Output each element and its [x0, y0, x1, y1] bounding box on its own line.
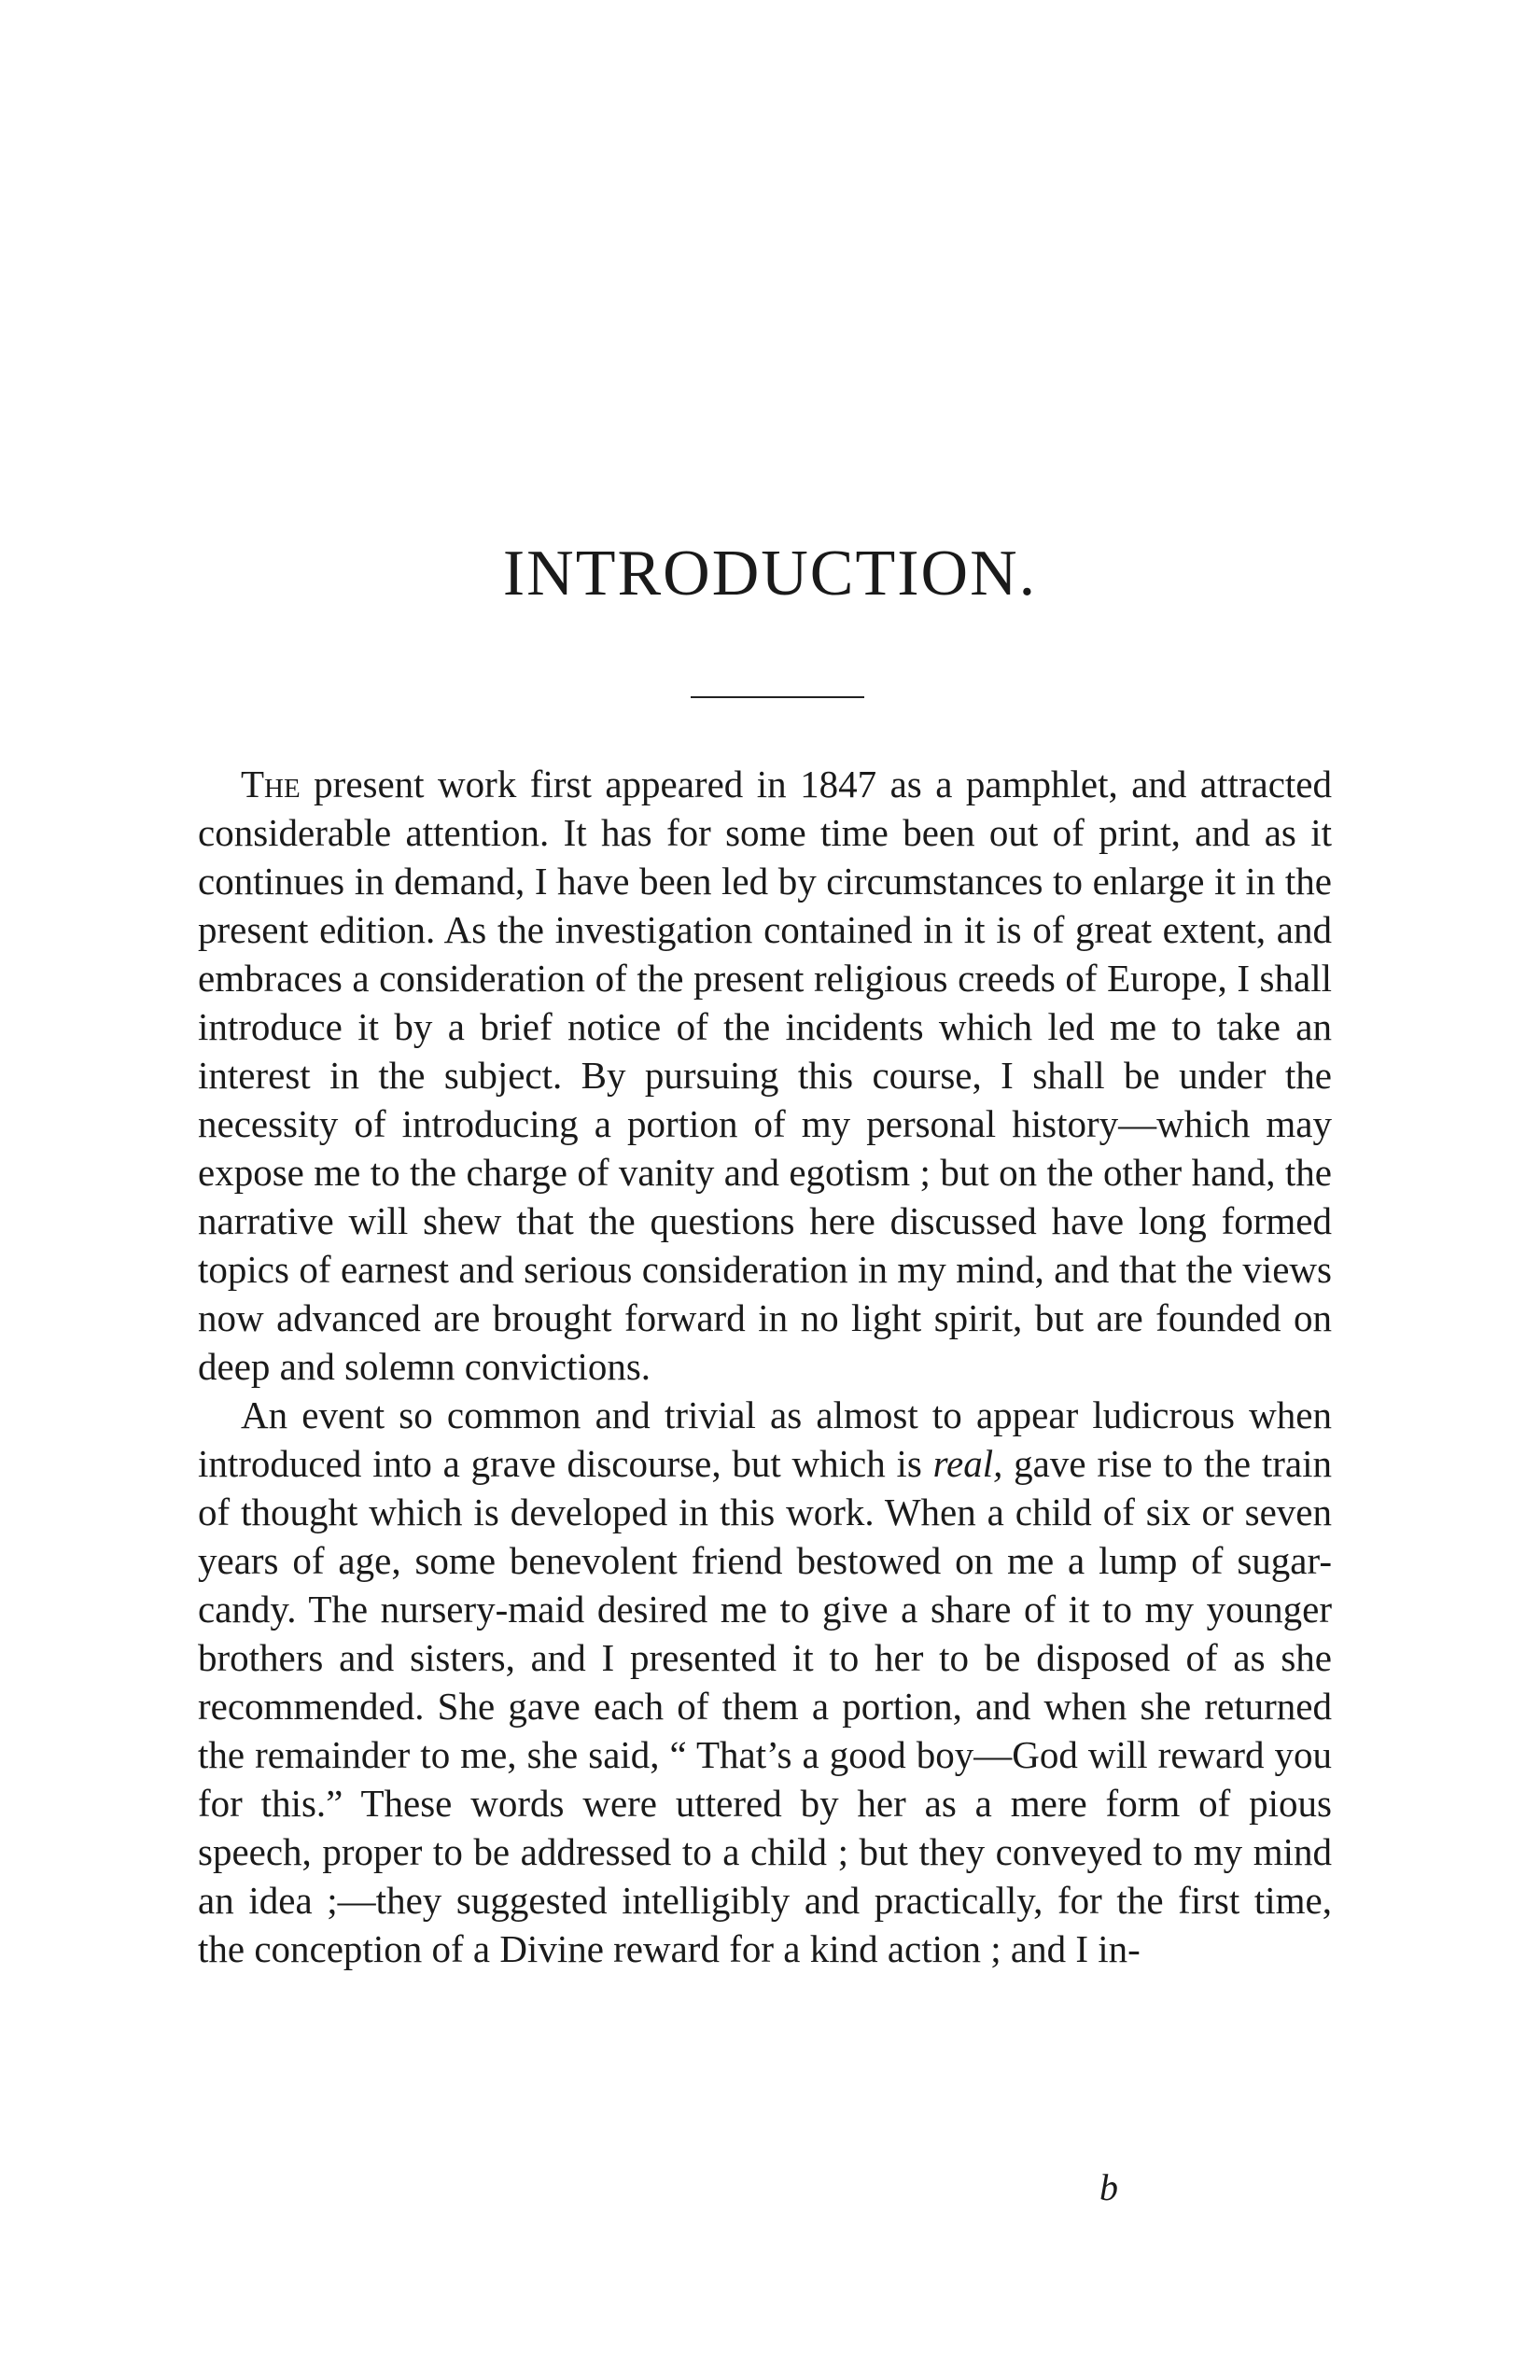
- paragraph-2-italic-word: real,: [932, 1442, 1003, 1485]
- body-text: [198, 760, 1332, 1973]
- title-divider: [691, 696, 864, 698]
- paragraph-1-text: present work first appeared in 1847 as a pamphlet, and attracted considerable attention. It has for some time been out of print, and as it continues in demand, I have been led by circumstances to enlarge it in the present edition. As the investigation contained in it is of great extent, and embraces a consideration of the present religious creeds of Europe, I shall introduce it by a brief notice of the incidents which led me to take an interest in the subject. By pursuing this course, I shall be under the necessity of introducing a portion of my personal history—which may expose me to the charge of vanity and egotism ; but on the other hand, the narrative will shew that the questions here discussed have long formed topics of earnest and serious consideration in my mind, and that the views now advanced are brought forward in no light spirit, but are founded on deep and solemn convictions.: [198, 763, 1332, 1388]
- paragraph-2: [198, 1391, 1332, 1973]
- paragraph-2-text-end: gave rise to the train of thought which is developed in this work. When a child of six or seven years of age, some benevolent friend bestowed on me a lump of sugar-candy. The nursery-maid desired me to give a share of it to my younger brothers and sisters, and I presented it to her to be disposed of as she recommended. She gave each of them a portion, and when she returned the remainder to me, she said, “ That’s a good boy—God will reward you for this.” These words were uttered by her as a mere form of pious speech, proper to be addressed to a child ; but they conveyed to my mind an idea ;—they suggested intelligibly and practically, for the first time, the conception of a Divine reward for a kind action ; and I in-: [198, 1442, 1332, 1970]
- paragraph-1: [198, 760, 1332, 1391]
- page-title: INTRODUCTION.: [502, 538, 1038, 609]
- signature-mark: b: [1099, 2166, 1118, 2208]
- paragraph-1-lead-word: The: [241, 763, 301, 805]
- paragraph-2-text-start: An event so common and trivial as almost to appear ludicrous when introduced into a grave discourse, but which is: [198, 1393, 1332, 1485]
